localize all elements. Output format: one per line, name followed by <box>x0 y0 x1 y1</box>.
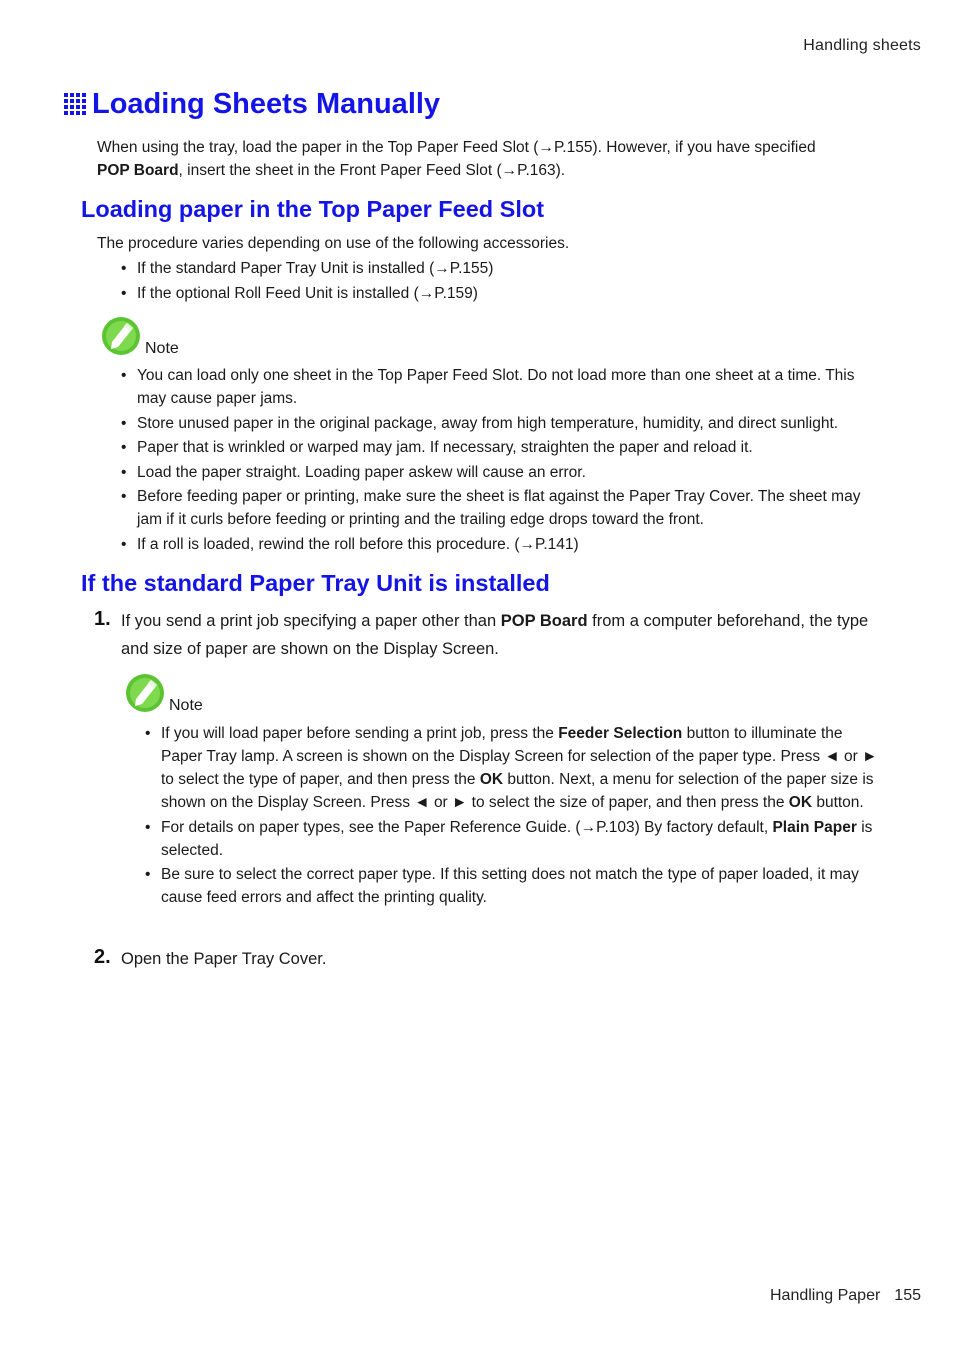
step-text: If you send a print job specifying a paper other than POP Board from a computer beforehand, the type and size of paper are shown on the Display Screen. <box>121 612 869 658</box>
list-item[interactable]: • If the standard Paper Tray Unit is installed (→P.155) <box>121 257 881 280</box>
step-text: Open the Paper Tray Cover. <box>121 950 327 968</box>
pencil-note-icon <box>101 316 141 356</box>
note-label: Note <box>169 697 203 714</box>
note-item: • Paper that is wrinkled or warped may jam. If necessary, straighten the paper and reload it. <box>121 436 881 459</box>
note-item: • Before feeding paper or printing, make sure the sheet is flat against the Paper Tray Cover. The sheet may jam if it curls before feeding or printing and the trailing edge drops toward the front. <box>121 485 881 531</box>
page-number: 155 <box>894 1287 921 1304</box>
step-number: 1. <box>94 608 111 630</box>
note-item: • If a roll is loaded, rewind the roll before this procedure. (→P.141) <box>121 533 881 556</box>
list-item[interactable]: • If the optional Roll Feed Unit is installed (→P.159) <box>121 282 881 305</box>
page-footer <box>770 1287 921 1305</box>
note-item: • If you will load paper before sending a print job, press the Feeder Selection button to illuminate the Paper Tray lamp. A screen is shown on the Display Screen for selection of the paper type. Press ◄ or ► to select the type of paper, and then press the OK button. Next, a menu for selection of the paper size is shown on the Display Screen. Press ◄ or ► to select the size of paper, and then press the OK button. <box>145 722 880 814</box>
note-list <box>145 722 880 911</box>
note-header <box>101 316 179 356</box>
note-list <box>121 364 881 557</box>
pop-board-term: POP Board <box>500 612 588 630</box>
running-header: Handling sheets <box>803 37 921 54</box>
pencil-note-icon <box>125 673 165 713</box>
section-heading-tray-unit: If the standard Paper Tray Unit is installed <box>81 570 550 596</box>
step-number: 2. <box>94 946 111 968</box>
note-item: • You can load only one sheet in the Top Paper Feed Slot. Do not load more than one sheet at a time. This may cause paper jams. <box>121 364 881 410</box>
intro-paragraph: When using the tray, load the paper in the Top Paper Feed Slot (→P.155). However, if you have specified POP Board, insert the sheet in the Front Paper Feed Slot (→P.163). <box>97 139 816 179</box>
note-header <box>125 673 203 713</box>
pop-board-term: POP Board <box>97 162 179 179</box>
note-item: • For details on paper types, see the Paper Reference Guide. (→P.103) By factory default, Plain Paper is selected. <box>145 816 880 862</box>
section-intro: The procedure varies depending on use of the following accessories. <box>97 235 570 252</box>
grid-bullet-icon <box>64 93 88 117</box>
section-heading-top-feed: Loading paper in the Top Paper Feed Slot <box>81 196 545 222</box>
footer-chapter: Handling Paper <box>770 1287 881 1304</box>
note-label: Note <box>145 340 179 357</box>
note-item: • Be sure to select the correct paper type. If this setting does not match the type of paper loaded, it may cause feed errors and affect the printing quality. <box>145 863 880 909</box>
page-title <box>64 88 440 121</box>
note-item: • Store unused paper in the original package, away from high temperature, humidity, and direct sunlight. <box>121 412 881 435</box>
accessory-list <box>121 257 881 306</box>
note-item: • Load the paper straight. Loading paper askew will cause an error. <box>121 461 881 484</box>
page-title-text: Loading Sheets Manually <box>92 88 441 120</box>
